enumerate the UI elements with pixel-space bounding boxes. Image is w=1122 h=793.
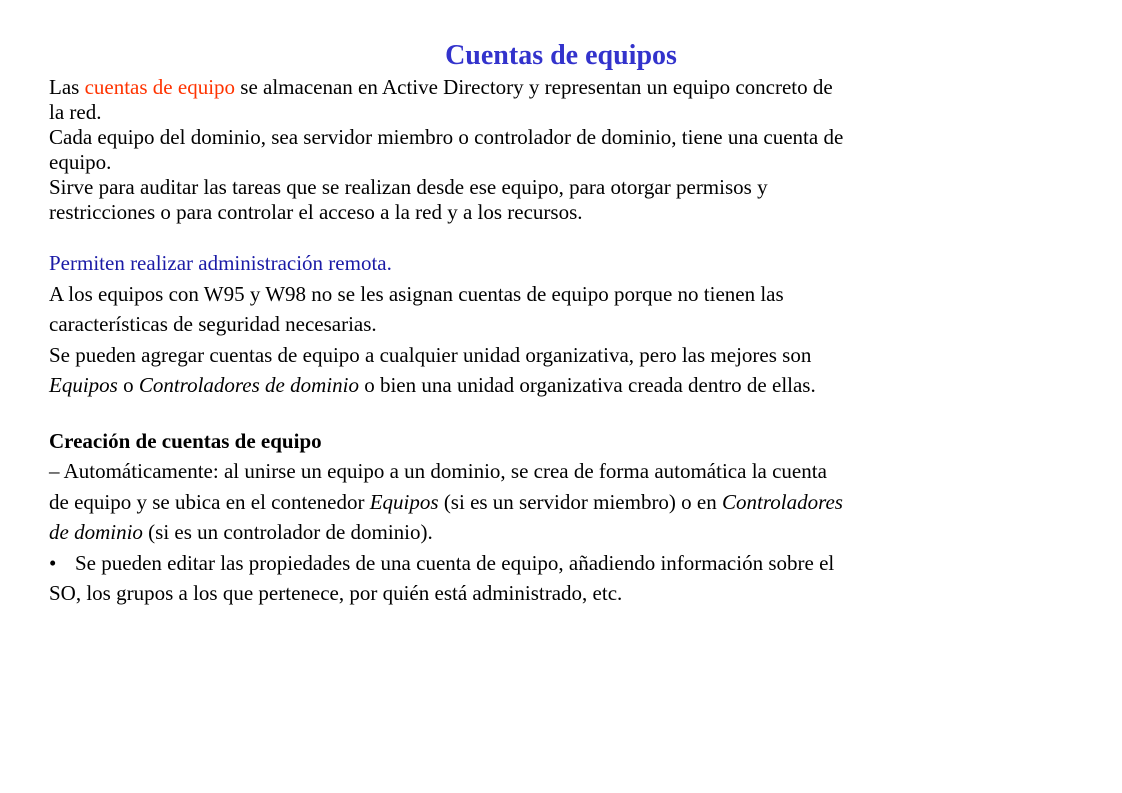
auto-line-1: – Automáticamente: al unirse un equipo a un dominio, se crea de forma automática la cuenta	[49, 459, 827, 483]
remote-admin-line: Permiten realizar administración remota.	[49, 251, 392, 275]
ou-line-1: Se pueden agregar cuentas de equipo a cualquier unidad organizativa, pero las mejores son	[49, 342, 812, 367]
slide-title: Cuentas de equipos	[445, 40, 677, 71]
intro-text: se almacenan en Active Directory y representan un equipo concreto de	[235, 75, 833, 99]
auto-text: (si es un controlador de dominio).	[142, 520, 433, 544]
intro-line-2: la red.	[49, 100, 102, 124]
intro-line-1	[49, 75, 1069, 100]
edit-line-1	[49, 548, 1069, 579]
ou-line-2	[49, 370, 1069, 401]
intro-text: Las	[49, 75, 85, 99]
auto-text: (si es un servidor miembro) o en	[438, 489, 723, 514]
auto-line-2	[49, 487, 1069, 518]
edit-text: Se pueden editar las propiedades de una cuenta de equipo, añadiendo información sobre el	[75, 550, 835, 575]
bullet-icon: •	[49, 550, 57, 575]
ou-text: o bien una unidad organizativa creada dentro de ellas.	[358, 373, 816, 397]
body-text	[49, 248, 1069, 609]
highlighted-term: cuentas de equipo	[84, 75, 236, 99]
creation-heading: Creación de cuentas de equipo	[49, 428, 322, 453]
w9x-line-2: características de seguridad necesarias.	[49, 312, 377, 336]
ou-em-equipos: Equipos	[49, 373, 118, 397]
intro-paragraphs	[49, 75, 1069, 225]
intro-line-6: restricciones o para controlar el acceso a la red y a los recursos.	[49, 200, 583, 224]
intro-line-5: Sirve para auditar las tareas que se realizan desde ese equipo, para otorgar permisos y	[49, 175, 768, 199]
auto-em-equipos: Equipos	[369, 489, 439, 514]
auto-line-3	[49, 517, 1069, 548]
auto-em-dominio: de dominio	[49, 520, 143, 544]
ou-em-controladores: Controladores de dominio	[138, 373, 359, 397]
auto-em-controladores: Controladores	[722, 489, 843, 514]
spacer	[49, 401, 1069, 426]
auto-text: de equipo y se ubica en el contenedor	[49, 489, 370, 514]
w9x-line-1: A los equipos con W95 y W98 no se les asignan cuentas de equipo porque no tienen las	[49, 281, 784, 306]
edit-line-2: SO, los grupos a los que pertenece, por quién está administrado, etc.	[49, 581, 623, 605]
intro-line-4: equipo.	[49, 150, 112, 174]
ou-text: o	[117, 373, 139, 397]
intro-line-3: Cada equipo del dominio, sea servidor miembro o controlador de dominio, tiene una cuenta de	[49, 125, 844, 149]
